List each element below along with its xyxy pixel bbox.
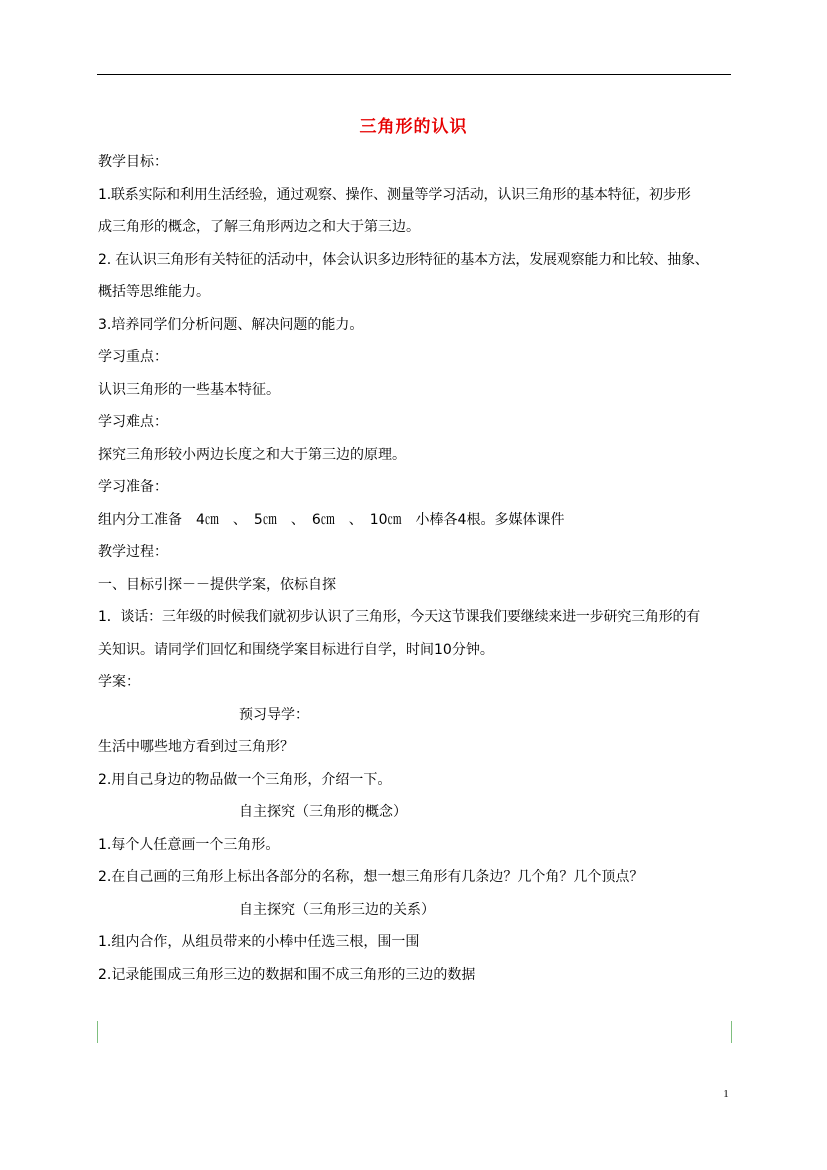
paragraph-line: 1.组内合作，从组员带来的小棒中任选三根，围一围 [98, 934, 420, 950]
section-heading-study-plan: 学案： [98, 674, 140, 690]
paragraph-line: 认识三角形的一些基本特征。 [98, 381, 280, 398]
section-heading-key-points: 学习重点： [98, 349, 168, 365]
paragraph-line: 1.联系实际和利用生活经验，通过观察、操作、测量等学习活动，认识三角形的基本特征，初步形 [98, 186, 691, 203]
subheading-side-relation: 自主探究（三角形三边的关系） [239, 901, 435, 918]
paragraph-line: 组内分工准备 4㎝ 、 5㎝ 、 6㎝ 、 10㎝ 小棒各4根。多媒体课件 [98, 511, 565, 528]
paragraph-line: 一、目标引探－－提供学案，依标自探 [98, 576, 336, 593]
document-title: 三角形的认识 [359, 117, 468, 137]
section-heading-process: 教学过程： [98, 544, 168, 560]
page-number: 1 [723, 1088, 729, 1100]
section-heading-objectives: 教学目标： [98, 154, 168, 170]
paragraph-line: 生活中哪些地方看到过三角形？ [98, 739, 294, 755]
paragraph-line: 1．谈话：三年级的时候我们就初步认识了三角形，今天这节课我们要继续来进一步研究三角形的有 [98, 609, 701, 625]
paragraph-line: 2. 在认识三角形有关特征的活动中，体会认识多边形特征的基本方法，发展观察能力和比较、抽象、 [98, 251, 709, 268]
paragraph-line: 3.培养同学们分析问题、解决问题的能力。 [98, 316, 364, 333]
paragraph-line: 关知识。请同学们回忆和围绕学案目标进行自学，时间10分钟。 [98, 641, 494, 658]
paragraph-line: 2.记录能围成三角形三边的数据和围不成三角形的三边的数据 [98, 966, 476, 983]
subheading-concept: 自主探究（三角形的概念） [239, 804, 407, 820]
section-heading-preparation: 学习准备： [98, 479, 168, 495]
document-body [98, 146, 738, 991]
paragraph-line: 2.用自己身边的物品做一个三角形，介绍一下。 [98, 771, 392, 788]
footer-corner-mark-left [97, 1021, 98, 1043]
paragraph-line: 1.每个人任意画一个三角形。 [98, 836, 280, 853]
header-rule [97, 74, 731, 75]
paragraph-line: 概括等思维能力。 [98, 284, 210, 300]
subheading-preview: 预习导学： [239, 706, 309, 723]
paragraph-line: 探究三角形较小两边长度之和大于第三边的原理。 [98, 446, 406, 463]
paragraph-line: 2.在自己画的三角形上标出各部分的名称，想一想三角形有几条边？几个角？几个顶点？ [98, 869, 644, 885]
footer-corner-mark-right [731, 1021, 732, 1043]
section-heading-difficulties: 学习难点： [98, 414, 168, 430]
paragraph-line: 成三角形的概念，了解三角形两边之和大于第三边。 [98, 219, 420, 235]
